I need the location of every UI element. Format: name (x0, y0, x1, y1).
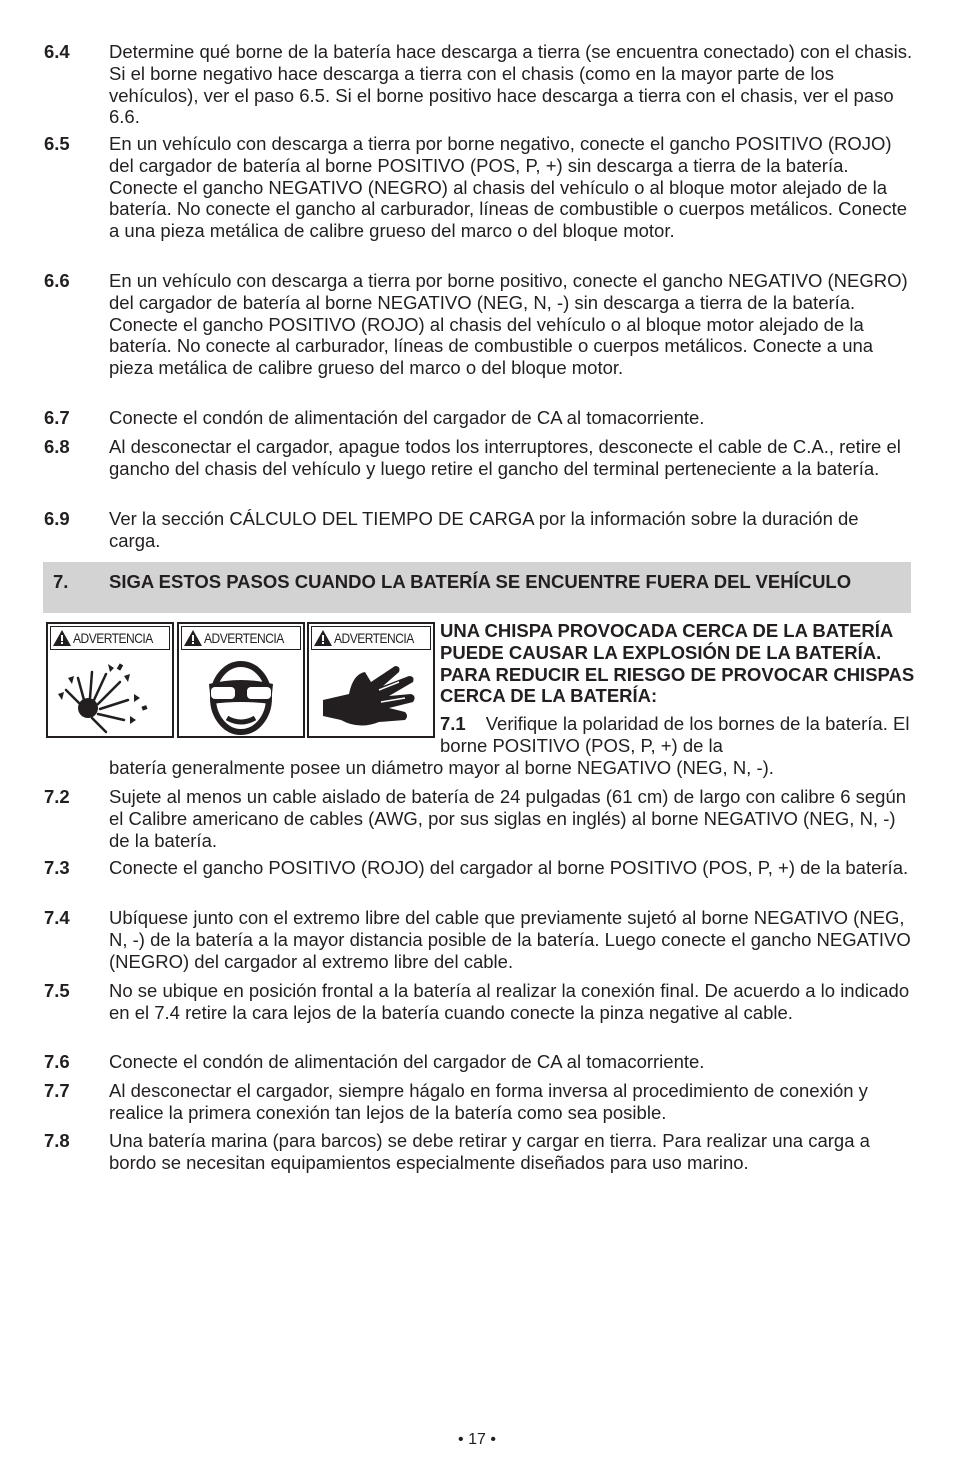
step-7-7 (44, 1080, 914, 1124)
step-6-5 (44, 133, 914, 242)
step-text: Verifique la polaridad de los bornes de la batería. El borne POSITIVO (POS, P, +) de la (440, 713, 910, 756)
step-text: Conecte el gancho POSITIVO (ROJO) del cargador al borne POSITIVO (POS, P, +) de la batería. (109, 857, 909, 878)
step-number: 7.2 (44, 786, 70, 807)
page-number: • 17 • (458, 1431, 496, 1448)
step-7-6 (44, 1051, 914, 1073)
step-text: Conecte el condón de alimentación del cargador de CA al tomacorriente. (109, 1051, 705, 1072)
step-6-6 (44, 270, 914, 379)
step-text: Al desconectar el cargador, siempre hágalo en forma inversa al procedimiento de conexión y realice la primera conexión tan lejos de la batería como sea posible. (109, 1080, 868, 1123)
warning-banner (50, 626, 170, 650)
step-text: Ubíquese junto con el extremo libre del cable que previamente sujetó al borne NEGATIVO (NEG, N, -) de la batería a la mayor distancia posible de la batería. Luego conecte el gancho NEGATIVO (NEGRO) del cargador al extremo libre del cable. (109, 907, 911, 972)
step-number: 7.4 (44, 907, 70, 928)
step-number: 6.6 (44, 270, 70, 291)
warning-label: ADVERTENCIA (334, 630, 414, 646)
step-number: 6.4 (44, 41, 70, 62)
step-text: En un vehículo con descarga a tierra por borne negativo, conecte el gancho POSITIVO (ROJO) del cargador de batería al borne POSITIVO (POS, P, +) sin descarga a tierra de la batería. Conecte el gancho NEGATIVO (NEGRO) al chasis del vehículo o al bloque motor alejado de la batería. No conecte el gancho al carburador, líneas de combustible o cuerpos metálicos. Conecte a una pieza metálica de calibre grueso del marco o del bloque motor. (109, 133, 908, 242)
warning-box-explosion (46, 622, 174, 738)
step-text: Determine qué borne de la batería hace descarga a tierra (se encuentra conectado) con el chasis. Si el borne negativo hace descarga a tierra con el chasis (como en la mayor parte de los vehículos), ver el paso 6.5. Si el borne positivo hace descarga a tierra con el chasis, ver el paso 6.6. (109, 41, 913, 128)
step-text: Conecte el condón de alimentación del cargador de CA al tomacorriente. (109, 407, 705, 428)
step-number: 6.8 (44, 436, 70, 457)
step-7-2 (44, 786, 914, 851)
step-text: Al desconectar el cargador, apague todos los interruptores, desconecte el cable de C.A., retire el gancho del chasis del vehículo y luego retire el gancho del terminal perteneciente a la batería. (109, 436, 901, 479)
step-6-7 (44, 407, 914, 429)
step-text: Ver la sección CÁLCULO DEL TIEMPO DE CARGA por la información sobre la duración de carga. (109, 508, 859, 551)
step-text: No se ubique en posición frontal a la batería al realizar la conexión final. De acuerdo a lo indicado en el 7.4 retire la cara lejos de la batería cuando conecte la pinza negative al cable. (109, 980, 910, 1023)
section-7-heading (43, 562, 911, 613)
step-7-8 (44, 1130, 914, 1174)
step-number: 7.3 (44, 857, 70, 878)
step-7-3 (44, 857, 914, 879)
safety-goggles-icon (179, 654, 303, 736)
step-7-4 (44, 907, 914, 972)
warning-banner (311, 626, 431, 650)
step-number: 7.8 (44, 1130, 70, 1151)
section-number: 7. (53, 571, 69, 592)
step-number: 7.6 (44, 1051, 70, 1072)
step-text: En un vehículo con descarga a tierra por borne positivo, conecte el gancho NEGATIVO (NEGRO) del cargador de batería al borne NEGATIVO (NEG, N, -) sin descarga a tierra de la batería. Conecte el gancho POSITIVO (ROJO) al chasis del vehículo o al bloque motor alejado de la batería. No conecte al carburador, líneas de combustible o cuerpos metálicos. Conecte a una pieza metálica de calibre grueso del marco o del bloque motor. (109, 270, 908, 379)
step-7-1-continued: batería generalmente posee un diámetro mayor al borne NEGATIVO (NEG, N, -). (109, 757, 774, 778)
step-7-5 (44, 980, 914, 1024)
step-number: 6.5 (44, 133, 70, 154)
step-number: 7.1 (440, 713, 466, 734)
step-text: Sujete al menos un cable aislado de batería de 24 pulgadas (61 cm) de largo con calibre 6 según el Calibre americano de cables (AWG, por sus siglas en inglés) al borne NEGATIVO (NEG, N, -) de la batería. (109, 786, 907, 851)
step-7-1 (440, 713, 915, 757)
protective-glove-icon (309, 654, 433, 736)
section-title: SIGA ESTOS PASOS CUANDO LA BATERÍA SE ENCUENTRE FUERA DEL VEHÍCULO (109, 571, 852, 592)
warning-label: ADVERTENCIA (73, 630, 153, 646)
warning-triangle-icon (184, 630, 202, 646)
step-6-8 (44, 436, 914, 480)
step-number: 6.7 (44, 407, 70, 428)
warning-heading: UNA CHISPA PROVOCADA CERCA DE LA BATERÍA PUEDE CAUSAR LA EXPLOSIÓN DE LA BATERÍA. PARA REDUCIR EL RIESGO DE PROVOCAR CHISPAS CERCA DE LA BATERÍA: (440, 620, 915, 707)
step-number: 7.7 (44, 1080, 70, 1101)
step-number: 6.9 (44, 508, 70, 529)
warning-label: ADVERTENCIA (204, 630, 284, 646)
warning-triangle-icon (53, 630, 71, 646)
warning-box-eye-protection (177, 622, 305, 738)
warning-box-hand-protection (307, 622, 435, 738)
step-6-9 (44, 508, 914, 552)
warning-triangle-icon (314, 630, 332, 646)
warning-banner (181, 626, 301, 650)
step-6-4 (44, 41, 914, 128)
explosion-icon (48, 654, 172, 736)
step-number: 7.5 (44, 980, 70, 1001)
step-text: Una batería marina (para barcos) se debe retirar y cargar en tierra. Para realizar una carga a bordo se necesitan equipamientos especialmente diseñados para uso marino. (109, 1130, 870, 1173)
